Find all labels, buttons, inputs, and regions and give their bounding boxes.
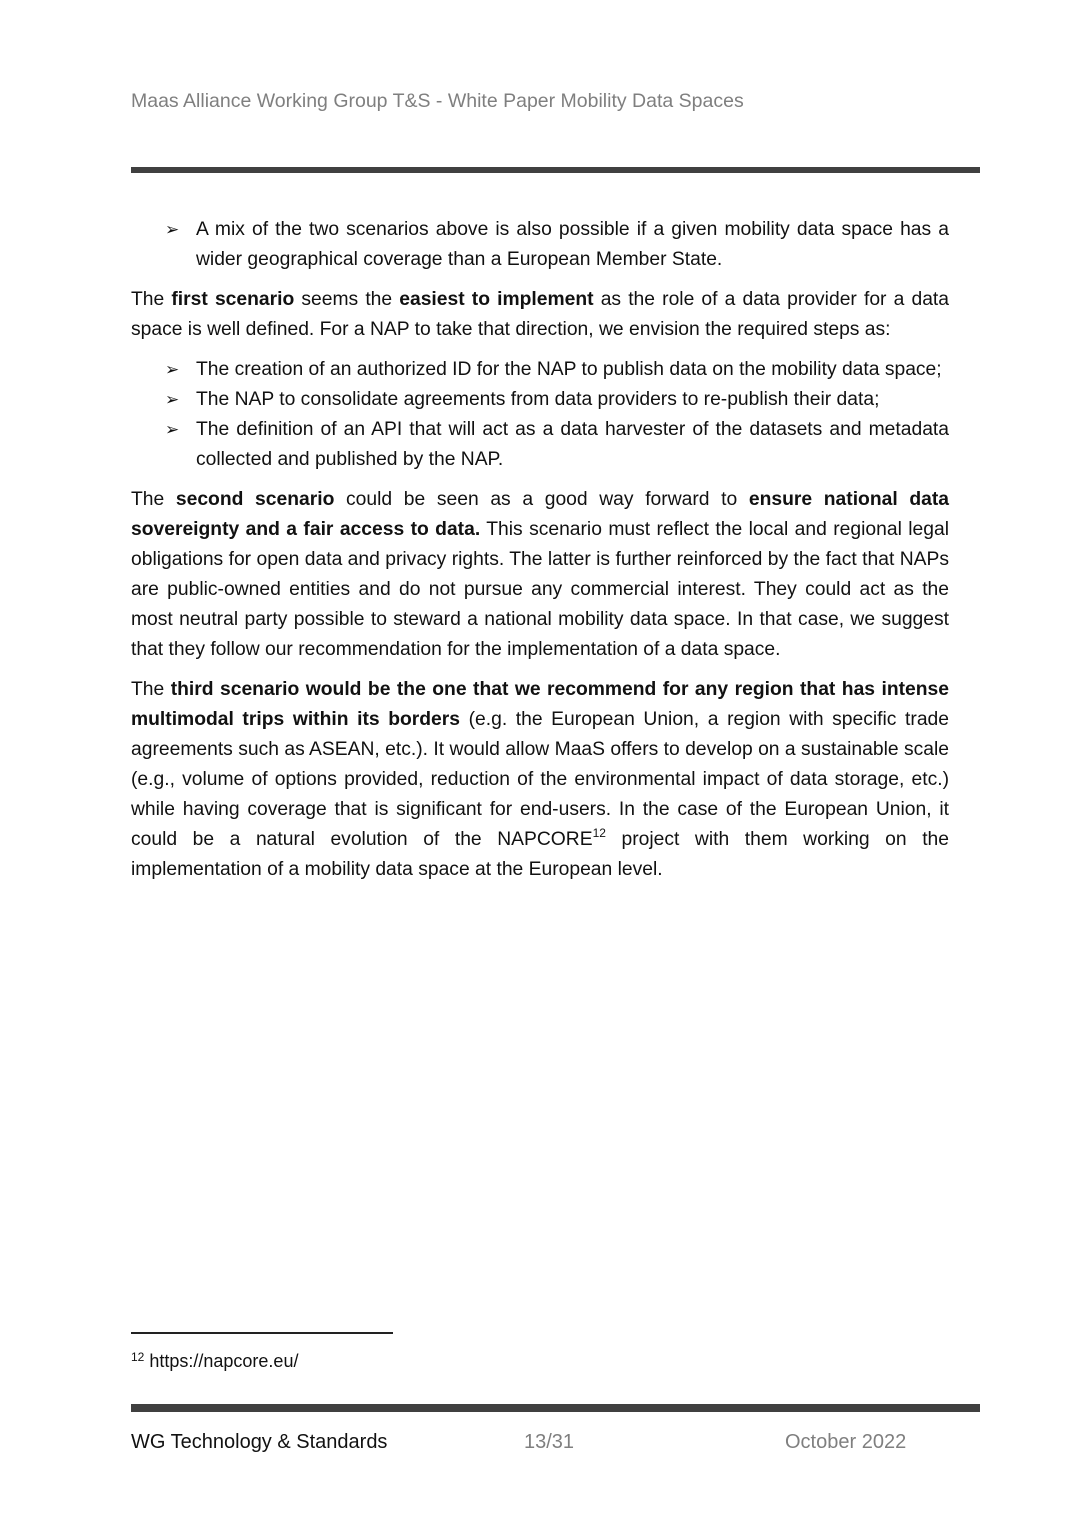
- paragraph-second-scenario: The second scenario could be seen as a good way forward to ensure national data sovereignty and a fair access to data. This scenario must reflect the local and regional legal obligations for open data and privacy rights. The latter is further reinforced by the fact that NAPs are public-owned entities and do not pursue any commercial interest. They could act as the most neutral party possible to steward a national mobility data space. In that case, we suggest that they follow our recommendation for the implementation of a data space.: [131, 489, 949, 660]
- footnote: [131, 1351, 298, 1372]
- list-item: ➢ The creation of an authorized ID for the NAP to publish data on the mobility data space;: [131, 355, 949, 385]
- header-divider: [131, 167, 980, 173]
- arrow-bullet-icon: ➢: [165, 390, 180, 409]
- footer-divider: [131, 1404, 980, 1412]
- list-item: ➢ The definition of an API that will act as a data harvester of the datasets and metadata collected and published by the NAP.: [131, 415, 949, 475]
- page-number: 13/31: [524, 1431, 575, 1453]
- arrow-bullet-icon: ➢: [165, 220, 180, 239]
- intro-bullet-list: [131, 215, 949, 275]
- footnote-link[interactable]: https://napcore.eu/: [144, 1351, 299, 1371]
- paragraph-first-scenario: The first scenario seems the easiest to implement as the role of a data provider for a data space is well defined. For a NAP to take that direction, we envision the required steps as:: [131, 289, 949, 340]
- arrow-bullet-icon: ➢: [165, 360, 180, 379]
- footnote-divider: [131, 1332, 393, 1334]
- footer-group-name: WG Technology & Standards: [131, 1431, 388, 1453]
- list-item: ➢ The NAP to consolidate agreements from data providers to re-publish their data;: [131, 385, 949, 415]
- footnote-number: 12: [131, 1350, 145, 1364]
- footer-date: October 2022: [785, 1431, 907, 1453]
- paragraph-third-scenario: The third scenario would be the one that we recommend for any region that has intense multimodal trips within its borders (e.g. the European Union, a region with specific trade agreements such as ASEAN, etc.). It would allow MaaS offers to develop on a sustainable scale (e.g., volume of options provided, reduction of the environmental impact of data storage, etc.) while having coverage that is significant for end-users. In the case of the European Union, it could be a natural evolution of the NAPCORE$^{12}$ project with them working on the implementation of a mobility data space at the European level.: [131, 679, 949, 880]
- steps-bullet-list: [131, 355, 949, 475]
- list-item: ➢ A mix of the two scenarios above is also possible if a given mobility data space has a wider geographical coverage than a European Member State.: [131, 215, 949, 275]
- page-body: [131, 215, 949, 895]
- page-header-title: Maas Alliance Working Group T&S - White Paper Mobility Data Spaces: [131, 90, 744, 112]
- footnote-reference[interactable]: 12: [592, 826, 606, 840]
- arrow-bullet-icon: ➢: [165, 420, 180, 439]
